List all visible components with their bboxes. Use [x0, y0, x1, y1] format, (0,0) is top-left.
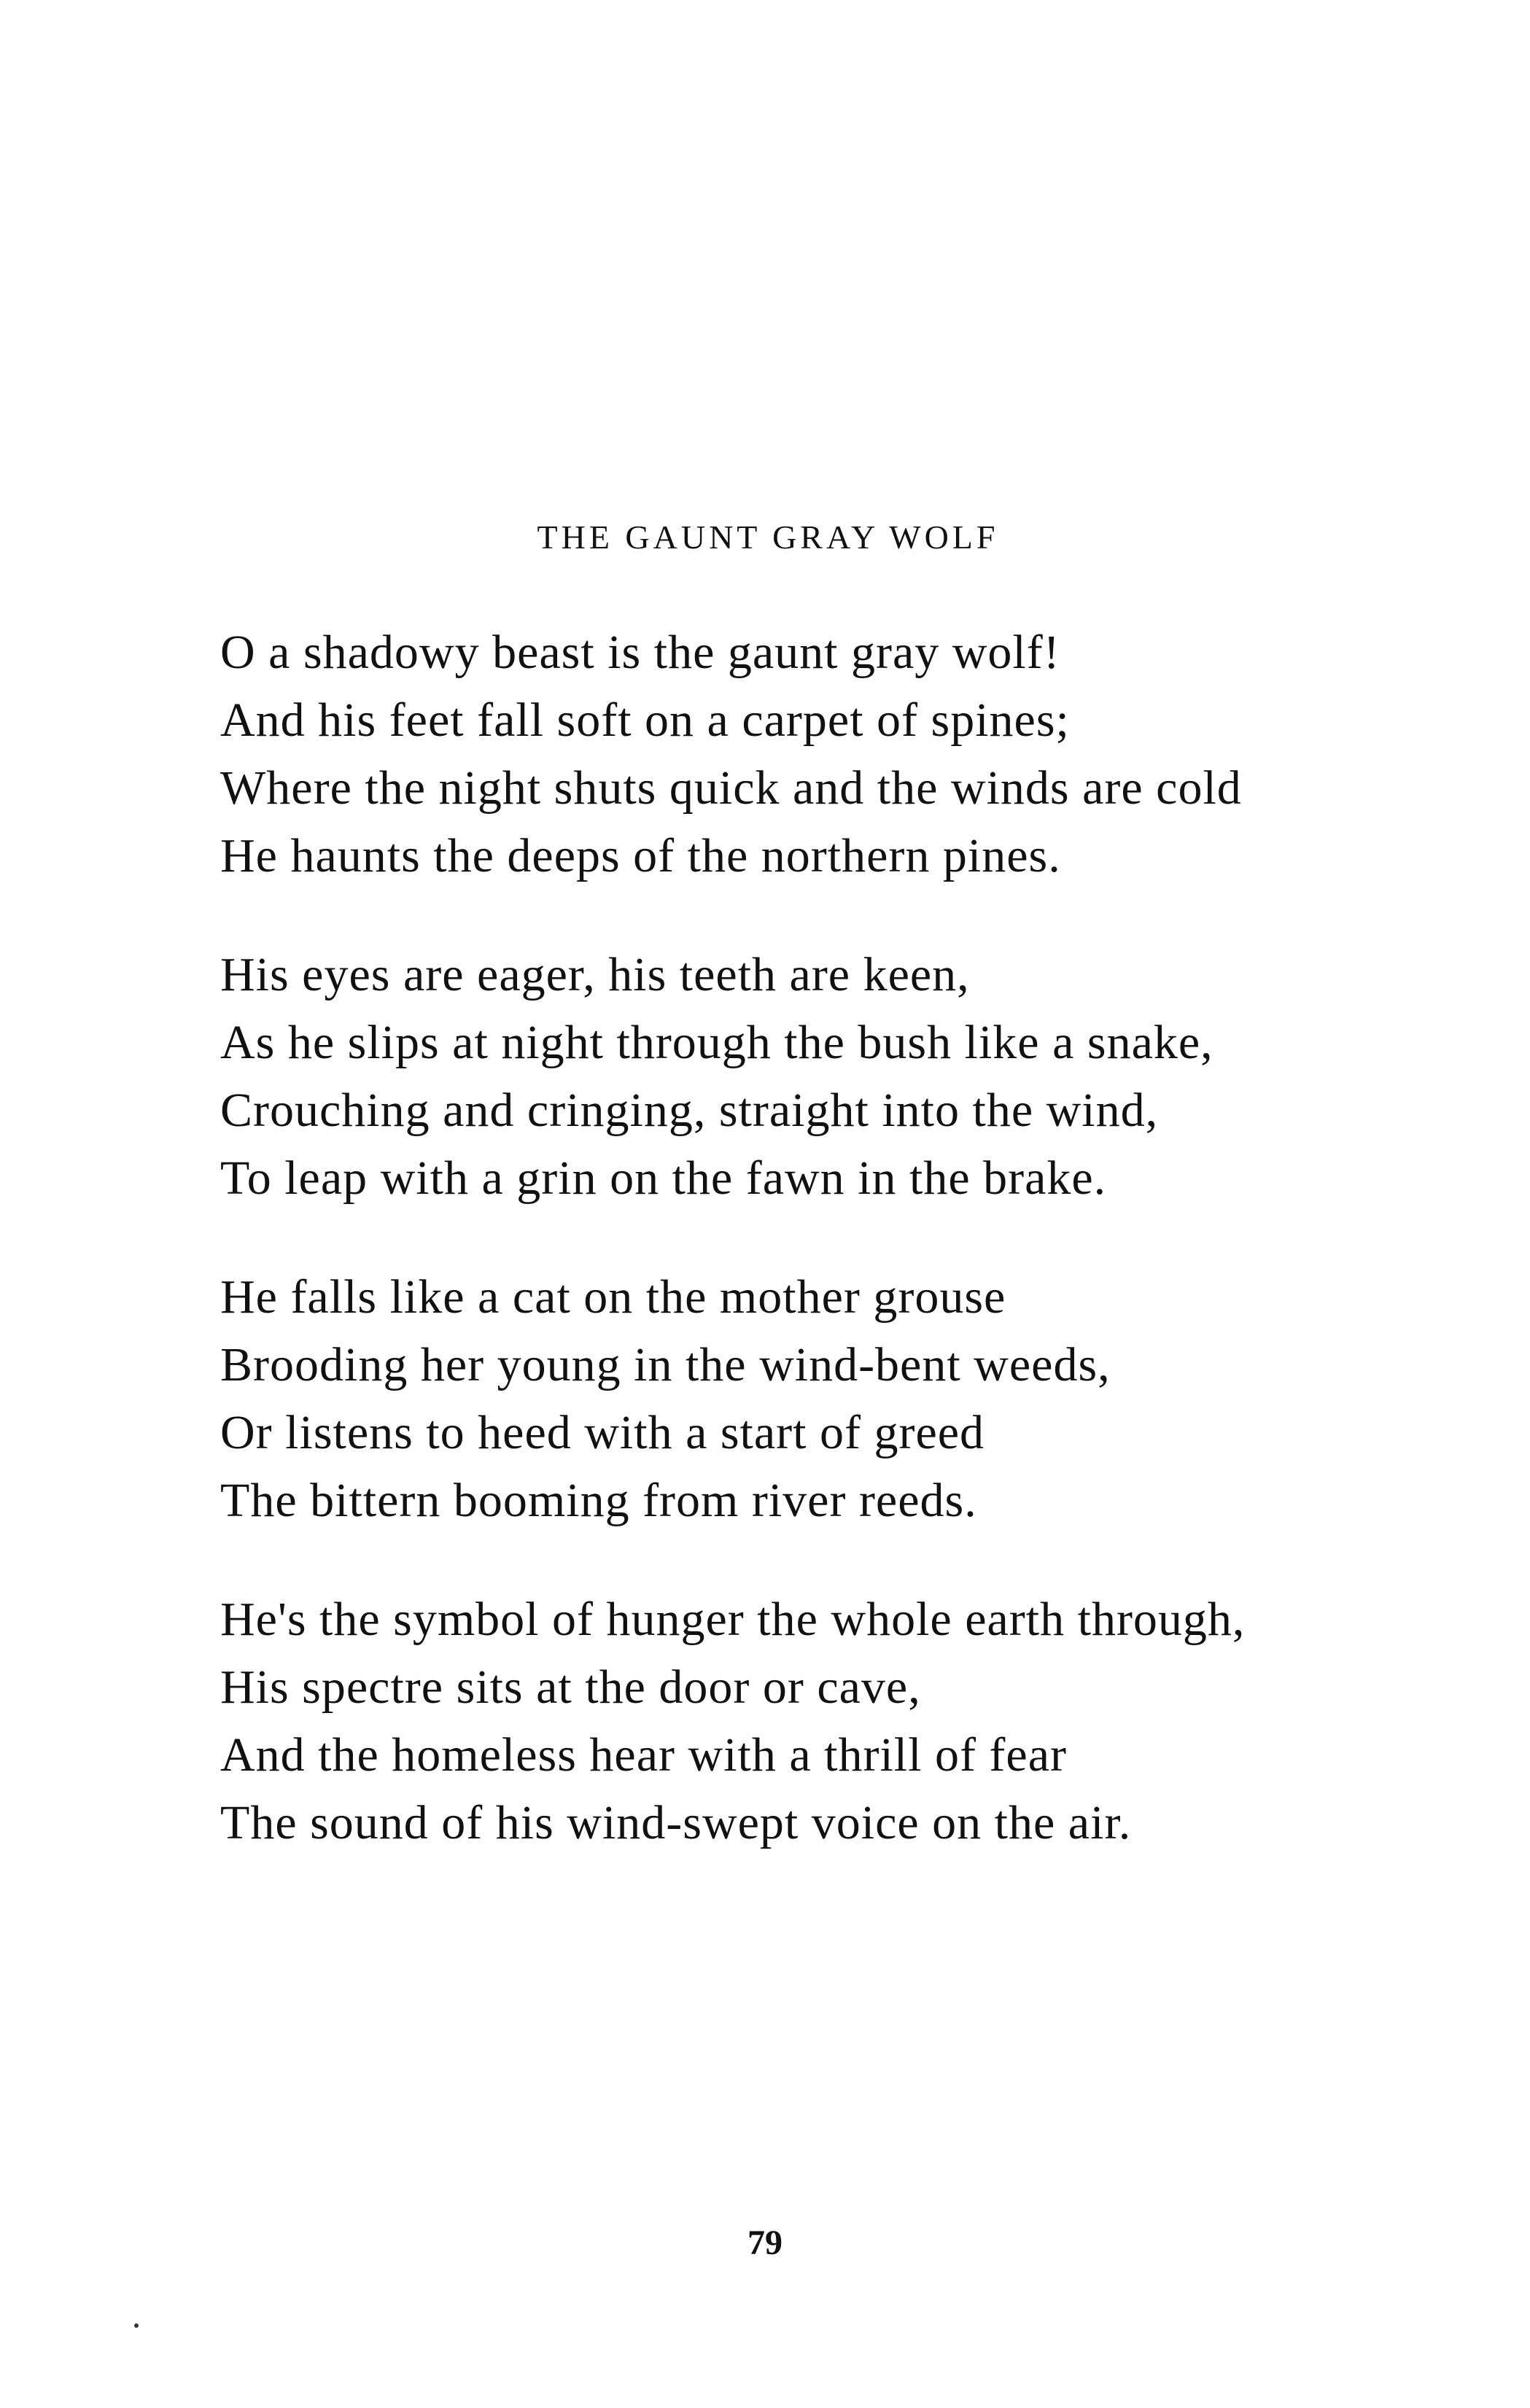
poem-line: The bittern booming from river reeds. [220, 1474, 977, 1527]
poem-title: THE GAUNT GRAY WOLF [537, 519, 999, 556]
poem-line: His spectre sits at the door or cave, [220, 1661, 921, 1714]
poem-line: Crouching and cringing, straight into the wind, [220, 1084, 1159, 1137]
stanza-3 [220, 1263, 1402, 1534]
poem-line: The sound of his wind-swept voice on the air. [220, 1796, 1132, 1849]
poem-line: He's the symbol of hunger the whole earth through, [220, 1593, 1246, 1646]
poem-line: Brooding her young in the wind-bent weeds, [220, 1338, 1111, 1391]
poem-line: He falls like a cat on the mother grouse [220, 1270, 1006, 1324]
poem-body [220, 618, 1402, 1908]
poem-line: He haunts the deeps of the northern pines. [220, 829, 1061, 882]
poem-line: O a shadowy beast is the gaunt gray wolf! [220, 626, 1060, 679]
poem-line: His eyes are eager, his teeth are keen, [220, 948, 970, 1001]
page-number: 79 [747, 2223, 783, 2262]
poem-line: Where the night shuts quick and the winds are cold [220, 761, 1242, 815]
poem-line: To leap with a grin on the fawn in the brake. [220, 1151, 1107, 1205]
stanza-2 [220, 941, 1402, 1212]
poem-line: And his feet fall soft on a carpet of spines; [220, 694, 1070, 747]
print-speck [134, 2323, 139, 2328]
poem-line: As he slips at night through the bush like a snake, [220, 1016, 1213, 1069]
poem-line: And the homeless hear with a thrill of fear [220, 1728, 1067, 1782]
stanza-4 [220, 1585, 1402, 1857]
poem-line: Or listens to heed with a start of greed [220, 1406, 985, 1459]
stanza-1 [220, 618, 1402, 890]
